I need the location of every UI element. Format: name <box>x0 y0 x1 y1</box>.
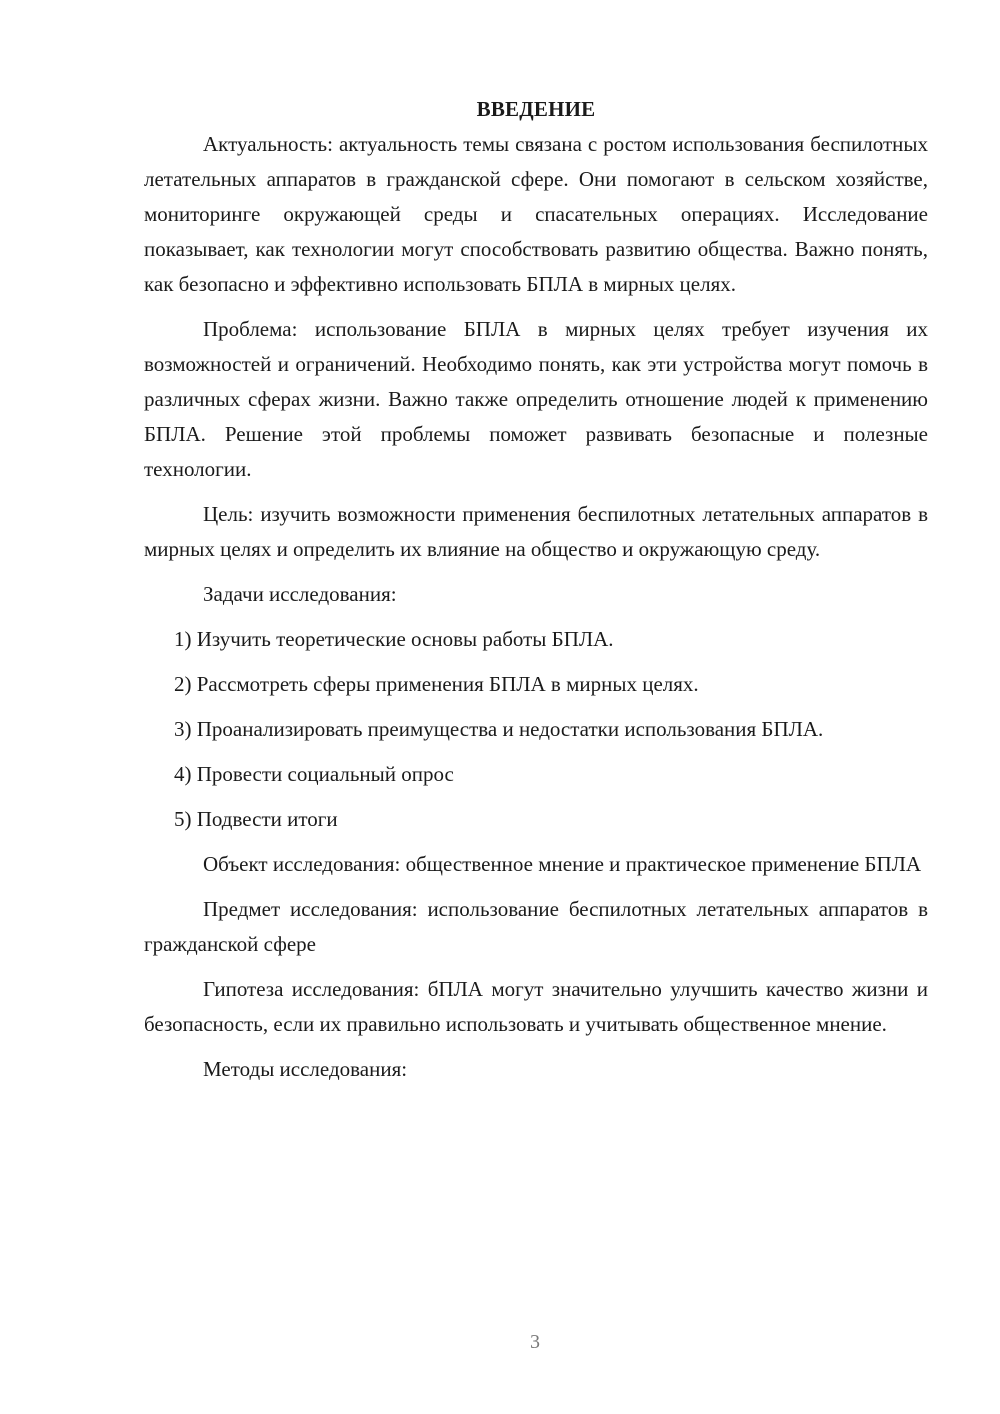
task-item-4: 4) Провести социальный опрос <box>174 762 454 786</box>
task-item-1: 1) Изучить теоретические основы работы БПЛА. <box>174 627 614 651</box>
task-item-2: 2) Рассмотреть сферы применения БПЛА в мирных целях. <box>174 672 699 696</box>
page-number: 3 <box>530 1331 540 1353</box>
relevance-paragraph: Актуальность: актуальность темы связана с ростом использования беспилотных летательных аппаратов в гражданской сфере. Они помогают в сельском хозяйстве, мониторинге окружающей среды и спасательных операциях. Исследование показывает, как технологии могут способствовать развитию общества. Важно понять, как безопасно и эффективно использовать БПЛА в мирных целях. <box>144 132 928 296</box>
goal-paragraph: Цель: изучить возможности применения беспилотных летательных аппаратов в мирных целях и определить их влияние на общество и окружающую среду. <box>144 502 928 561</box>
task-item-5: 5) Подвести итоги <box>174 807 338 831</box>
page-content <box>144 92 928 1097</box>
hypothesis-paragraph: Гипотеза исследования: бПЛА могут значительно улучшить качество жизни и безопасность, если их правильно использовать и учитывать общественное мнение. <box>144 977 928 1036</box>
subject-paragraph: Предмет исследования: использование беспилотных летательных аппаратов в гражданской сфере <box>144 897 928 956</box>
object-paragraph: Объект исследования: общественное мнение и практическое применение БПЛА <box>203 852 922 876</box>
problem-paragraph: Проблема: использование БПЛА в мирных целях требует изучения их возможностей и ограничений. Необходимо понять, как эти устройства могут помочь в различных сферах жизни. Важно также определить отношение людей к применению БПЛА. Решение этой проблемы поможет развивать безопасные и полезные технологии. <box>144 317 928 481</box>
section-title: ВВЕДЕНИЕ <box>476 97 596 121</box>
methods-heading: Методы исследования: <box>203 1057 408 1081</box>
tasks-heading: Задачи исследования: <box>203 582 397 606</box>
task-item-3: 3) Проанализировать преимущества и недостатки использования БПЛА. <box>174 717 824 741</box>
